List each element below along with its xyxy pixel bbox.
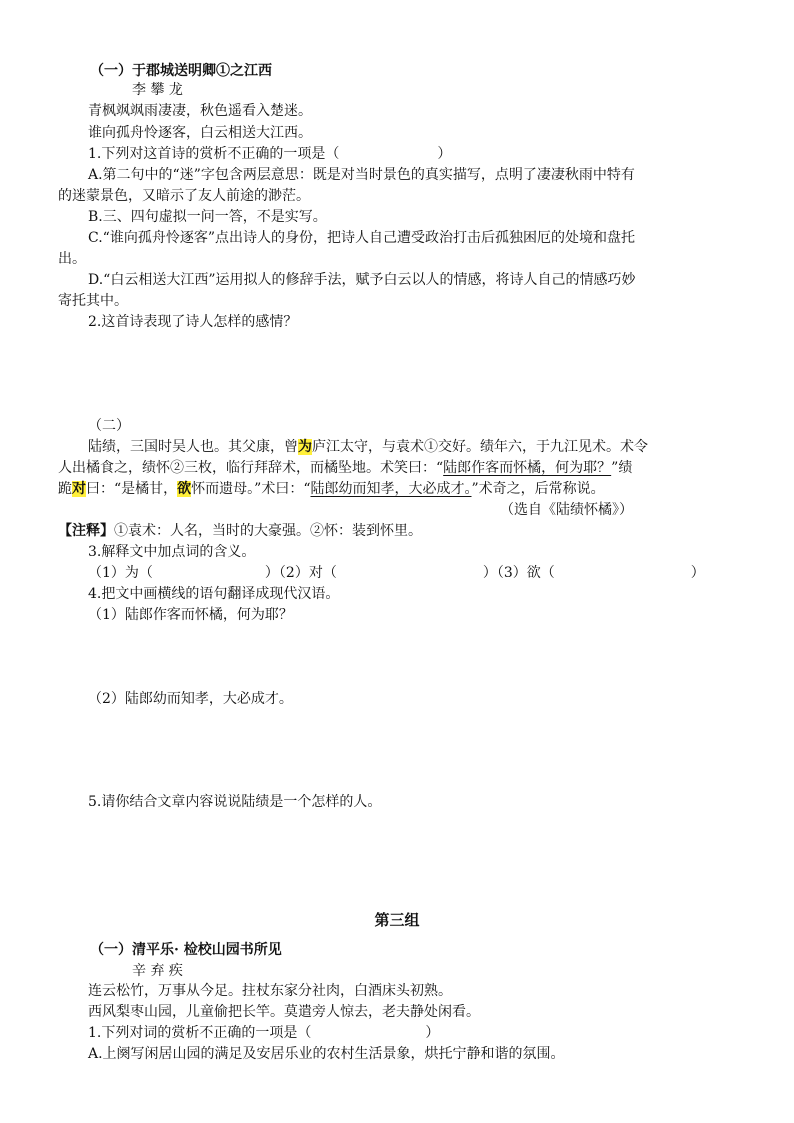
section3-q1-stem: 1.下列对词的赏析不正确的一项是（ bbox=[88, 1025, 312, 1041]
highlight-wei: 为 bbox=[298, 439, 312, 455]
ci-author: 辛 弃 疾 bbox=[132, 963, 183, 979]
option-d-line-2: 寄托其中。 bbox=[58, 293, 128, 309]
question-1 bbox=[88, 144, 734, 164]
underlined-sentence-1: 陆郎作客而怀橘，何为耶？ bbox=[443, 460, 612, 476]
passage-title: （二） bbox=[88, 418, 130, 434]
annotation-text: ①袁术：人名，当时的大豪强。②怀：装到怀里。 bbox=[114, 523, 422, 539]
question-4-sentence-1: （1）陆郎作客而怀橘，何为耶？ bbox=[88, 607, 293, 623]
question-2: 2.这首诗表现了诗人怎样的感情？ bbox=[88, 314, 298, 330]
option-c-line-2: 出。 bbox=[58, 251, 86, 267]
question-1-stem: 1.下列对这首诗的赏析不正确的一项是（ bbox=[88, 146, 340, 162]
ci-title: （一）清平乐· 检校山园书所见 bbox=[90, 942, 282, 958]
option-a-line-2: 的迷蒙景色，又暗示了友人前途的渺茫。 bbox=[58, 188, 310, 204]
section3-option-a: A.上阕写闲居山园的满足及安居乐业的农村生活景象，烘托宁静和谐的氛围。 bbox=[88, 1046, 565, 1062]
passage-text: 人出橘食之，绩怀②三枚，临行拜辞术，而橘坠地。术笑曰：“ bbox=[58, 460, 444, 476]
poem-line-1: 青枫飒飒雨凄凄，秋色遥看入楚迷。 bbox=[88, 103, 312, 119]
section3-q1-stem-end: ） bbox=[425, 1025, 440, 1041]
q3-item-2-label: ）（2）对（ bbox=[264, 565, 337, 581]
underlined-sentence-2: 陆郎幼而知孝，大必成才。 bbox=[310, 481, 472, 497]
poem-line-2: 谁向孤舟怜逐客，白云相送大江西。 bbox=[88, 125, 312, 141]
passage-text: ”术奇之，后常称说。 bbox=[471, 481, 605, 497]
question-5: 5.请你结合文章内容说说陆绩是一个怎样的人。 bbox=[88, 794, 382, 810]
option-b: B.三、四句虚拟一问一答，不是实写。 bbox=[88, 209, 327, 225]
ci-line-2: 西风梨枣山园，儿童偷把长竿。莫遣旁人惊去，老夫静处闲看。 bbox=[88, 1004, 480, 1020]
passage-text: ”绩 bbox=[611, 460, 633, 476]
passage-text: 曰：“是橘甘， bbox=[86, 481, 178, 497]
question-3-items bbox=[88, 563, 734, 583]
option-a-line-1: A.第二句中的“迷”字包含两层意思：既是对当时景色的真实描写，点明了凄凄秋雨中特有 bbox=[88, 167, 635, 183]
option-d-line-1: D.“白云相送大江西”运用拟人的修辞手法，赋予白云以人的情感，将诗人自己的情感巧妙 bbox=[88, 272, 636, 288]
annotation bbox=[58, 521, 704, 541]
question-1-stem-end: ） bbox=[437, 146, 452, 162]
option-c-line-1: C.“谁向孤舟怜逐客”点出诗人的身份，把诗人自己遭受政治打击后孤独困厄的处境和盘托 bbox=[88, 230, 635, 246]
q3-item-3-label: ）（3）欲（ bbox=[482, 565, 555, 581]
passage-line-2 bbox=[58, 458, 704, 478]
q3-item-1-label: （1）为（ bbox=[88, 565, 153, 581]
poem-title: （一）于郡城送明卿①之江西 bbox=[90, 63, 272, 79]
q3-item-3-end: ） bbox=[690, 565, 705, 581]
passage-text: 陆绩，三国时吴人也。其父康，曾 bbox=[88, 439, 298, 455]
annotation-label: 【注释】 bbox=[58, 523, 114, 539]
section-heading: 第三组 bbox=[374, 911, 420, 929]
passage-source: （选自《陆绩怀橘》） bbox=[500, 502, 633, 518]
ci-line-1: 连云松竹，万事从今足。拄杖东家分社肉，白酒床头初熟。 bbox=[88, 983, 452, 999]
passage-line-3 bbox=[58, 479, 704, 499]
poem-author: 李 攀 龙 bbox=[132, 82, 183, 98]
section3-question-1 bbox=[88, 1023, 734, 1043]
question-4: 4.把文中画横线的语句翻译成现代汉语。 bbox=[88, 586, 340, 602]
passage-line-1 bbox=[88, 437, 734, 457]
highlight-yu: 欲 bbox=[177, 481, 192, 497]
question-3: 3.解释文中加点词的含义。 bbox=[88, 544, 256, 560]
passage-text: 怀而遗母。”术曰：“ bbox=[191, 481, 311, 497]
question-4-sentence-2: （2）陆郎幼而知孝，大必成才。 bbox=[88, 691, 293, 707]
passage-text: 跪 bbox=[58, 481, 72, 497]
passage-text: 庐江太守，与袁术①交好。绩年六，于九江见术。术令 bbox=[312, 439, 648, 455]
highlight-dui: 对 bbox=[72, 481, 86, 497]
